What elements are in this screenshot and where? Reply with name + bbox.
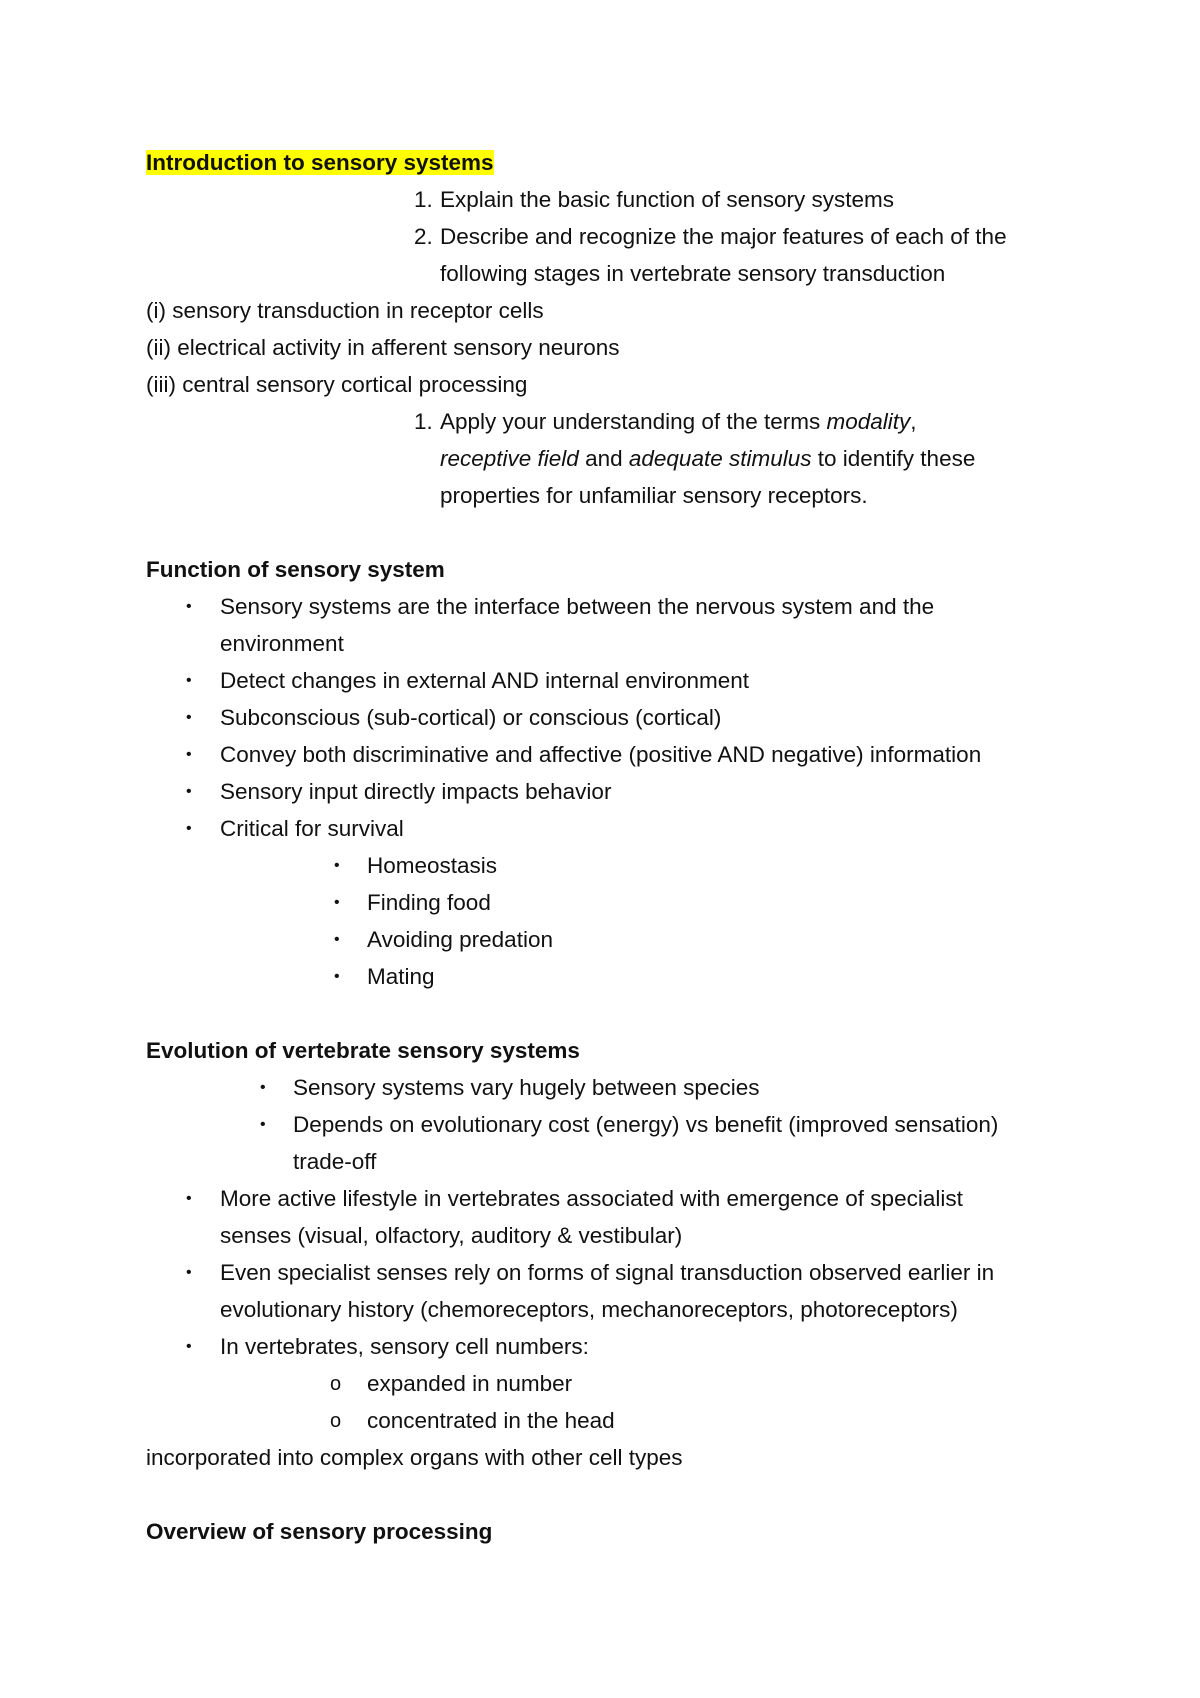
bullet-glyph: • <box>186 709 192 726</box>
bullet-glyph: • <box>186 746 192 763</box>
sub-bullet-text: Homeostasis <box>367 853 498 878</box>
bullet-text-continued: evolutionary history (chemoreceptors, mechanoreceptors, photoreceptors) <box>220 1297 958 1322</box>
objective-text-continued: properties for unfamiliar sensory receptors. <box>440 483 868 508</box>
circle-bullet-glyph: o <box>330 1410 342 1432</box>
bullet-text: Detect changes in external AND internal environment <box>220 668 750 693</box>
bullet-text-continued: trade-off <box>293 1149 377 1174</box>
sub-bullet-text: Finding food <box>367 890 491 915</box>
bullet-text-continued: senses (visual, olfactory, auditory & vestibular) <box>220 1223 683 1248</box>
sub-bullet-glyph: • <box>334 894 340 911</box>
bullet-text: Sensory input directly impacts behavior <box>220 779 612 804</box>
objective-number: 1. <box>414 187 433 212</box>
bullet-text: Sensory systems are the interface between the nervous system and the <box>220 594 935 619</box>
bullet-glyph: • <box>186 1338 192 1355</box>
circle-bullet-text: expanded in number <box>367 1371 573 1396</box>
stage-item: (iii) central sensory cortical processing <box>146 372 528 397</box>
bullet-text: More active lifestyle in vertebrates associated with emergence of specialist <box>220 1186 963 1211</box>
bullet-text-continued: environment <box>220 631 344 656</box>
sub-bullet-text: Mating <box>367 964 435 989</box>
section-heading-overview: Overview of sensory processing <box>146 1519 493 1544</box>
bullet-text: Sensory systems vary hugely between species <box>293 1075 760 1100</box>
bullet-glyph: • <box>186 783 192 800</box>
sub-bullet-glyph: • <box>334 931 340 948</box>
stage-item: (i) sensory transduction in receptor cells <box>146 298 544 323</box>
section-heading-introduction: Introduction to sensory systems <box>146 150 494 175</box>
sub-bullet-glyph: • <box>334 857 340 874</box>
bullet-text: Subconscious (sub-cortical) or conscious (cortical) <box>220 705 722 730</box>
circle-bullet-text: concentrated in the head <box>367 1408 615 1433</box>
bullet-glyph: • <box>260 1079 266 1096</box>
bullet-text: Critical for survival <box>220 816 404 841</box>
objective-text: Apply your understanding of the terms modality, <box>440 409 917 434</box>
bullet-glyph: • <box>186 672 192 689</box>
sub-bullet-text: Avoiding predation <box>367 927 553 952</box>
section-heading-evolution: Evolution of vertebrate sensory systems <box>146 1038 580 1063</box>
bullet-glyph: • <box>186 820 192 837</box>
bullet-text: Even specialist senses rely on forms of signal transduction observed earlier in <box>220 1260 995 1285</box>
objective-text: Describe and recognize the major features of each of the <box>440 224 1007 249</box>
bullet-glyph: • <box>260 1116 266 1133</box>
circle-bullet-glyph: o <box>330 1373 342 1395</box>
bullet-text: Convey both discriminative and affective (positive AND negative) information <box>220 742 982 767</box>
objective-number: 1. <box>414 409 433 434</box>
bullet-text: Depends on evolutionary cost (energy) vs benefit (improved sensation) <box>293 1112 999 1137</box>
section-heading-function: Function of sensory system <box>146 557 445 582</box>
bullet-glyph: • <box>186 598 192 615</box>
objective-number: 2. <box>414 224 433 249</box>
bullet-glyph: • <box>186 1264 192 1281</box>
bullet-text: In vertebrates, sensory cell numbers: <box>220 1334 589 1359</box>
objective-text-continued: following stages in vertebrate sensory transduction <box>440 261 946 286</box>
objective-text-continued: receptive field and adequate stimulus to identify these <box>440 446 976 471</box>
sub-bullet-glyph: • <box>334 968 340 985</box>
bullet-glyph: • <box>186 1190 192 1207</box>
objective-text: Explain the basic function of sensory systems <box>440 187 894 212</box>
trailing-text: incorporated into complex organs with other cell types <box>146 1445 683 1470</box>
stage-item: (ii) electrical activity in afferent sensory neurons <box>146 335 620 360</box>
